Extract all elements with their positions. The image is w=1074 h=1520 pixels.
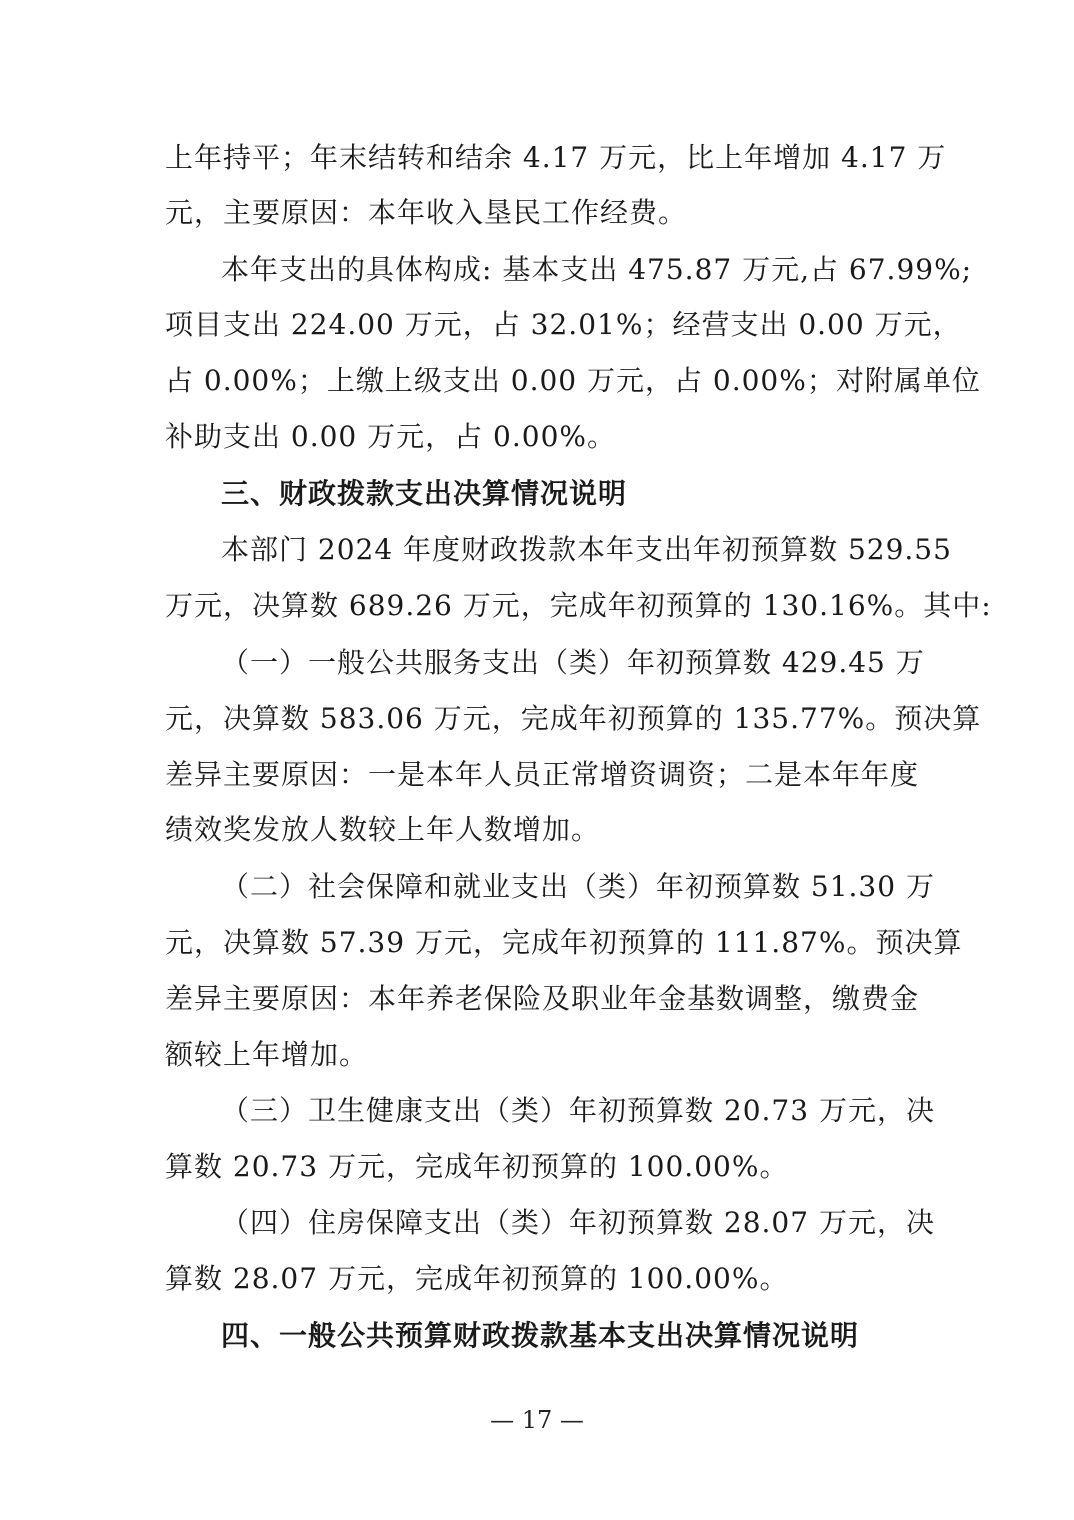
paragraph-line: 元，主要原因：本年收入垦民工作经费。 <box>165 196 688 229</box>
paragraph-line: 算数 20.73 万元，完成年初预算的 100.00%。 <box>165 1150 789 1183</box>
paragraph-line: 算数 28.07 万元，完成年初预算的 100.00%。 <box>165 1262 789 1295</box>
paragraph-line: 本年支出的具体构成: 基本支出 475.87 万元,占 67.99%; <box>221 253 973 286</box>
paragraph-line: 上年持平；年末结转和结余 4.17 万元，比上年增加 4.17 万 <box>165 141 947 174</box>
paragraph-line: （二）社会保障和就业支出（类）年初预算数 51.30 万 <box>221 870 935 903</box>
paragraph-line: 元，决算数 583.06 万元，完成年初预算的 135.77%。预决算 <box>165 702 982 735</box>
paragraph-line: （四）住房保障支出（类）年初预算数 28.07 万元，决 <box>221 1206 935 1239</box>
paragraph-line: 元，决算数 57.39 万元，完成年初预算的 111.87%。预决算 <box>165 926 963 959</box>
section-heading: 三、财政拨款支出决算情况说明 <box>221 477 628 510</box>
page-number: — 17 — <box>490 1406 584 1434</box>
paragraph-line: （一）一般公共服务支出（类）年初预算数 429.45 万 <box>221 646 925 679</box>
paragraph-line: 占 0.00%；上缴上级支出 0.00 万元，占 0.00%；对附属单位 <box>165 364 981 397</box>
paragraph-line: 差异主要原因：一是本年人员正常增资调资；二是本年年度 <box>165 758 920 791</box>
paragraph-line: （三）卫生健康支出（类）年初预算数 20.73 万元，决 <box>221 1094 935 1127</box>
paragraph-line: 补助支出 0.00 万元，占 0.00%。 <box>165 420 616 453</box>
paragraph-line: 绩效奖发放人数较上年人数增加。 <box>165 813 601 846</box>
paragraph-line: 差异主要原因：本年养老保险及职业年金基数调整，缴费金 <box>165 982 920 1015</box>
paragraph-line: 额较上年增加。 <box>165 1038 369 1071</box>
paragraph-line: 本部门 2024 年度财政拨款本年支出年初预算数 529.55 <box>221 533 952 566</box>
paragraph-line: 项目支出 224.00 万元，占 32.01%；经营支出 0.00 万元， <box>165 308 962 341</box>
section-heading: 四、一般公共预算财政拨款基本支出决算情况说明 <box>221 1319 860 1352</box>
paragraph-line: 万元，决算数 689.26 万元，完成年初预算的 130.16%。其中: <box>165 589 992 622</box>
